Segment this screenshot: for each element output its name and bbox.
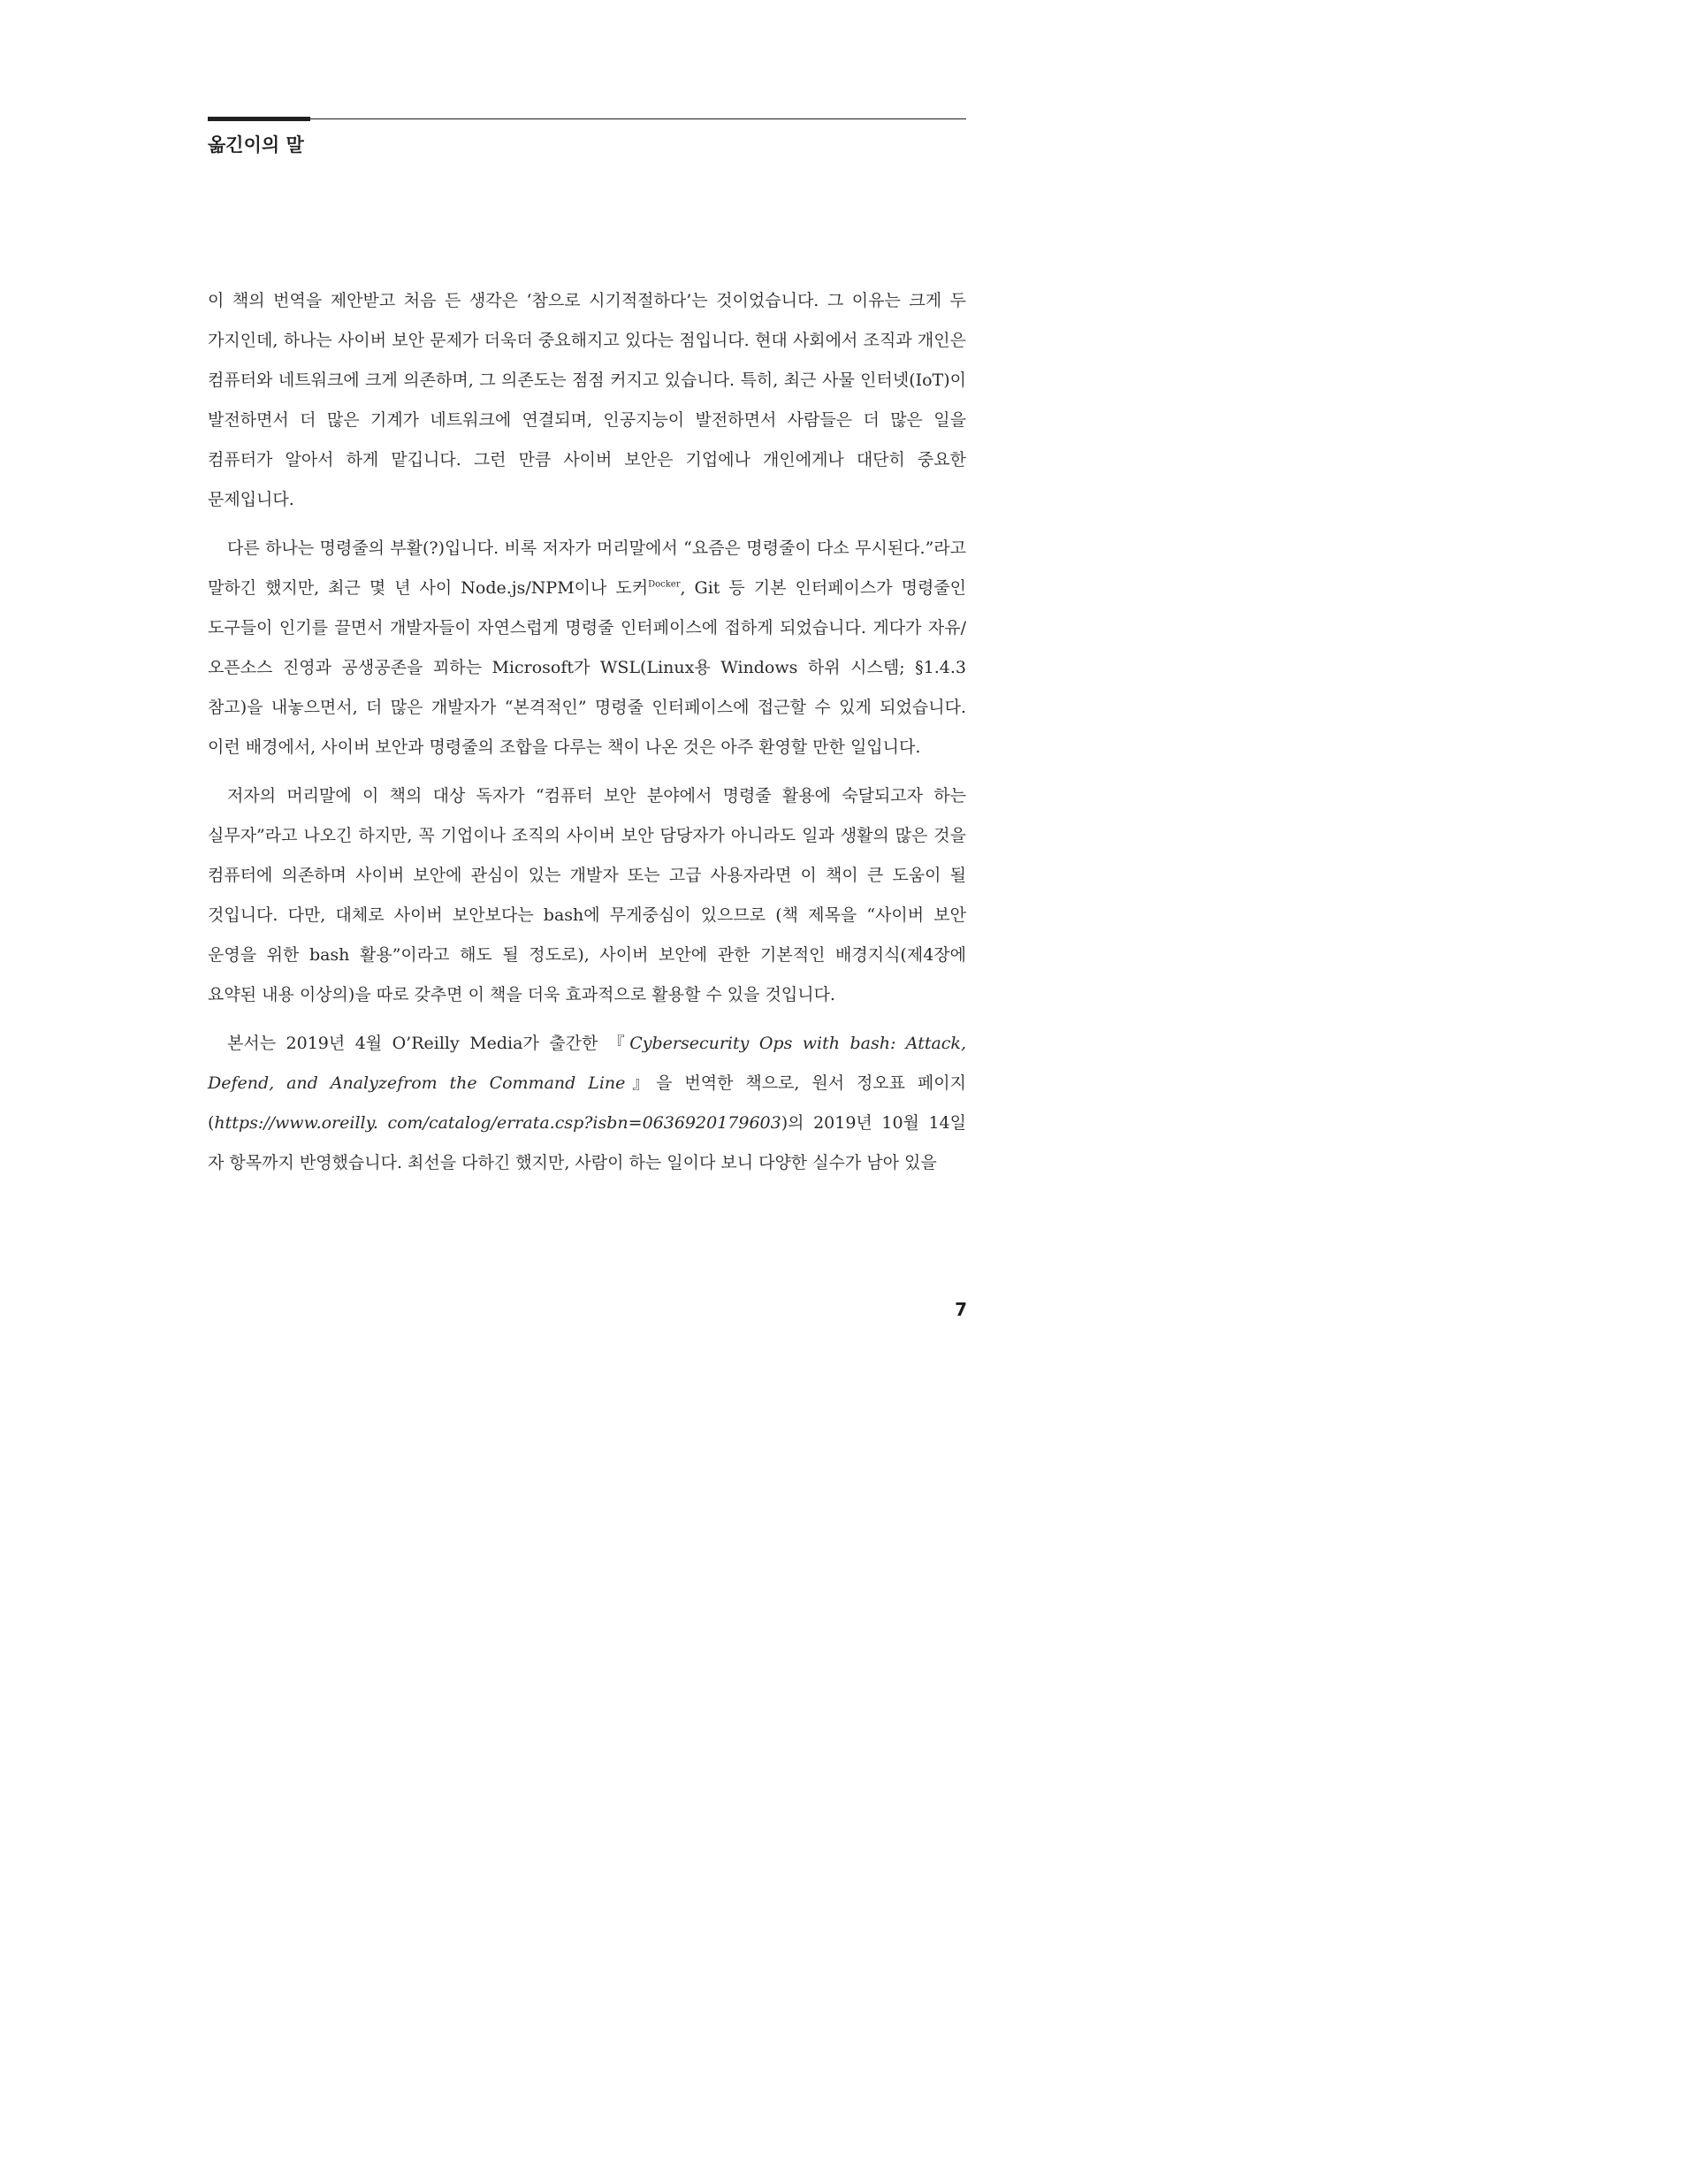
page-number: 7 bbox=[955, 1299, 967, 1320]
errata-url: https://www.oreilly. com/catalog/errata.csp?isbn=0636920179603 bbox=[214, 1113, 781, 1133]
paragraph-3: 저자의 머리말에 이 책의 대상 독자가 “컴퓨터 보안 분야에서 명령줄 활용에 숙달되고자 하는 실무자”라고 나오긴 하지만, 꼭 기업이나 조직의 사이버 보안 담당자가 아니라도 일과 생활의 많은 것을 컴퓨터에 의존하며 사이버 보안에 관심이 있는 개발자 또는 고급 사용자라면 이 책이 큰 도움이 될 것입니다. 다만, 대체로 사이버 보안보다는 bash에 무게중심이 있으므로 (책 제목을 “사이버 보안 운영을 위한 bash 활용”이라고 해도 될 정도로), 사이버 보안에 관한 기본적인 배경지식(제4장에 요약된 내용 이상의)을 따로 갖추면 이 책을 더욱 효과적으로 활용할 수 있을 것입니다. bbox=[208, 786, 966, 1004]
original-book-title: Cybersecurity Ops with bash: Attack, Defend, and Analyzefrom the Command Line bbox=[208, 1034, 966, 1093]
body-text bbox=[208, 281, 966, 1192]
header-rule bbox=[208, 118, 966, 119]
paragraph-4 bbox=[208, 1024, 966, 1183]
header-rule-accent bbox=[208, 117, 310, 121]
paragraph-2-text-a: 다른 하나는 명령줄의 부활(?)입니다. 비록 저자가 머리말에서 “요즘은 명령줄이 다소 무시된다.”라고 말하긴 했지만, 최근 몇 년 사이 Node.js/NPM이나 도커 bbox=[208, 538, 966, 598]
paragraph-4-text-a: 본서는 2019년 4월 O’Reilly Media가 출간한 『 bbox=[227, 1034, 630, 1053]
paragraph-1: 이 책의 번역을 제안받고 처음 든 생각은 ‘참으로 시기적절하다’는 것이었습니다. 그 이유는 크게 두 가지인데, 하나는 사이버 보안 문제가 더욱더 중요해지고 있다는 점입니다. 현대 사회에서 조직과 개인은 컴퓨터와 네트워크에 크게 의존하며, 그 의존도는 점점 커지고 있습니다. 특히, 최근 사물 인터넷(IoT)이 발전하면서 더 많은 기계가 네트워크에 연결되며, 인공지능이 발전하면서 사람들은 더 많은 일을 컴퓨터가 알아서 하게 맡깁니다. 그런 만큼 사이버 보안은 기업에나 개인에게나 대단히 중요한 문제입니다. bbox=[208, 291, 966, 509]
paragraph-2-text-b: , Git 등 기본 인터페이스가 명령줄인 도구들이 인기를 끌면서 개발자들이 자연스럽게 명령줄 인터페이스에 접하게 되었습니다. 게다가 자유/오픈소스 진영과 공생공존을 꾀하는 Microsoft가 WSL(Linux용 Windows 하위 시스템; §1.4.3 참고)을 내놓으면서, 더 많은 개발자가 “본격적인” 명령줄 인터페이스에 접근할 수 있게 되었습니다. 이런 배경에서, 사이버 보안과 명령줄의 조합을 다루는 책이 나온 것은 아주 환영할 만한 일입니다. bbox=[208, 578, 967, 757]
chapter-title: 옮긴이의 말 bbox=[208, 134, 304, 156]
paragraph-4-text-c: )의 2019년 10월 14일 자 항목까지 반영했습니다. 최선을 다하긴 했지만, 사람이 하는 일이다 보니 다양한 실수가 남아 있을 bbox=[208, 1113, 966, 1172]
superscript-docker: Docker bbox=[648, 579, 681, 590]
paragraph-2 bbox=[208, 529, 966, 767]
paragraph-4-text-b: 』을 번역한 책으로, 원서 정오표 페이지( bbox=[208, 1073, 966, 1133]
